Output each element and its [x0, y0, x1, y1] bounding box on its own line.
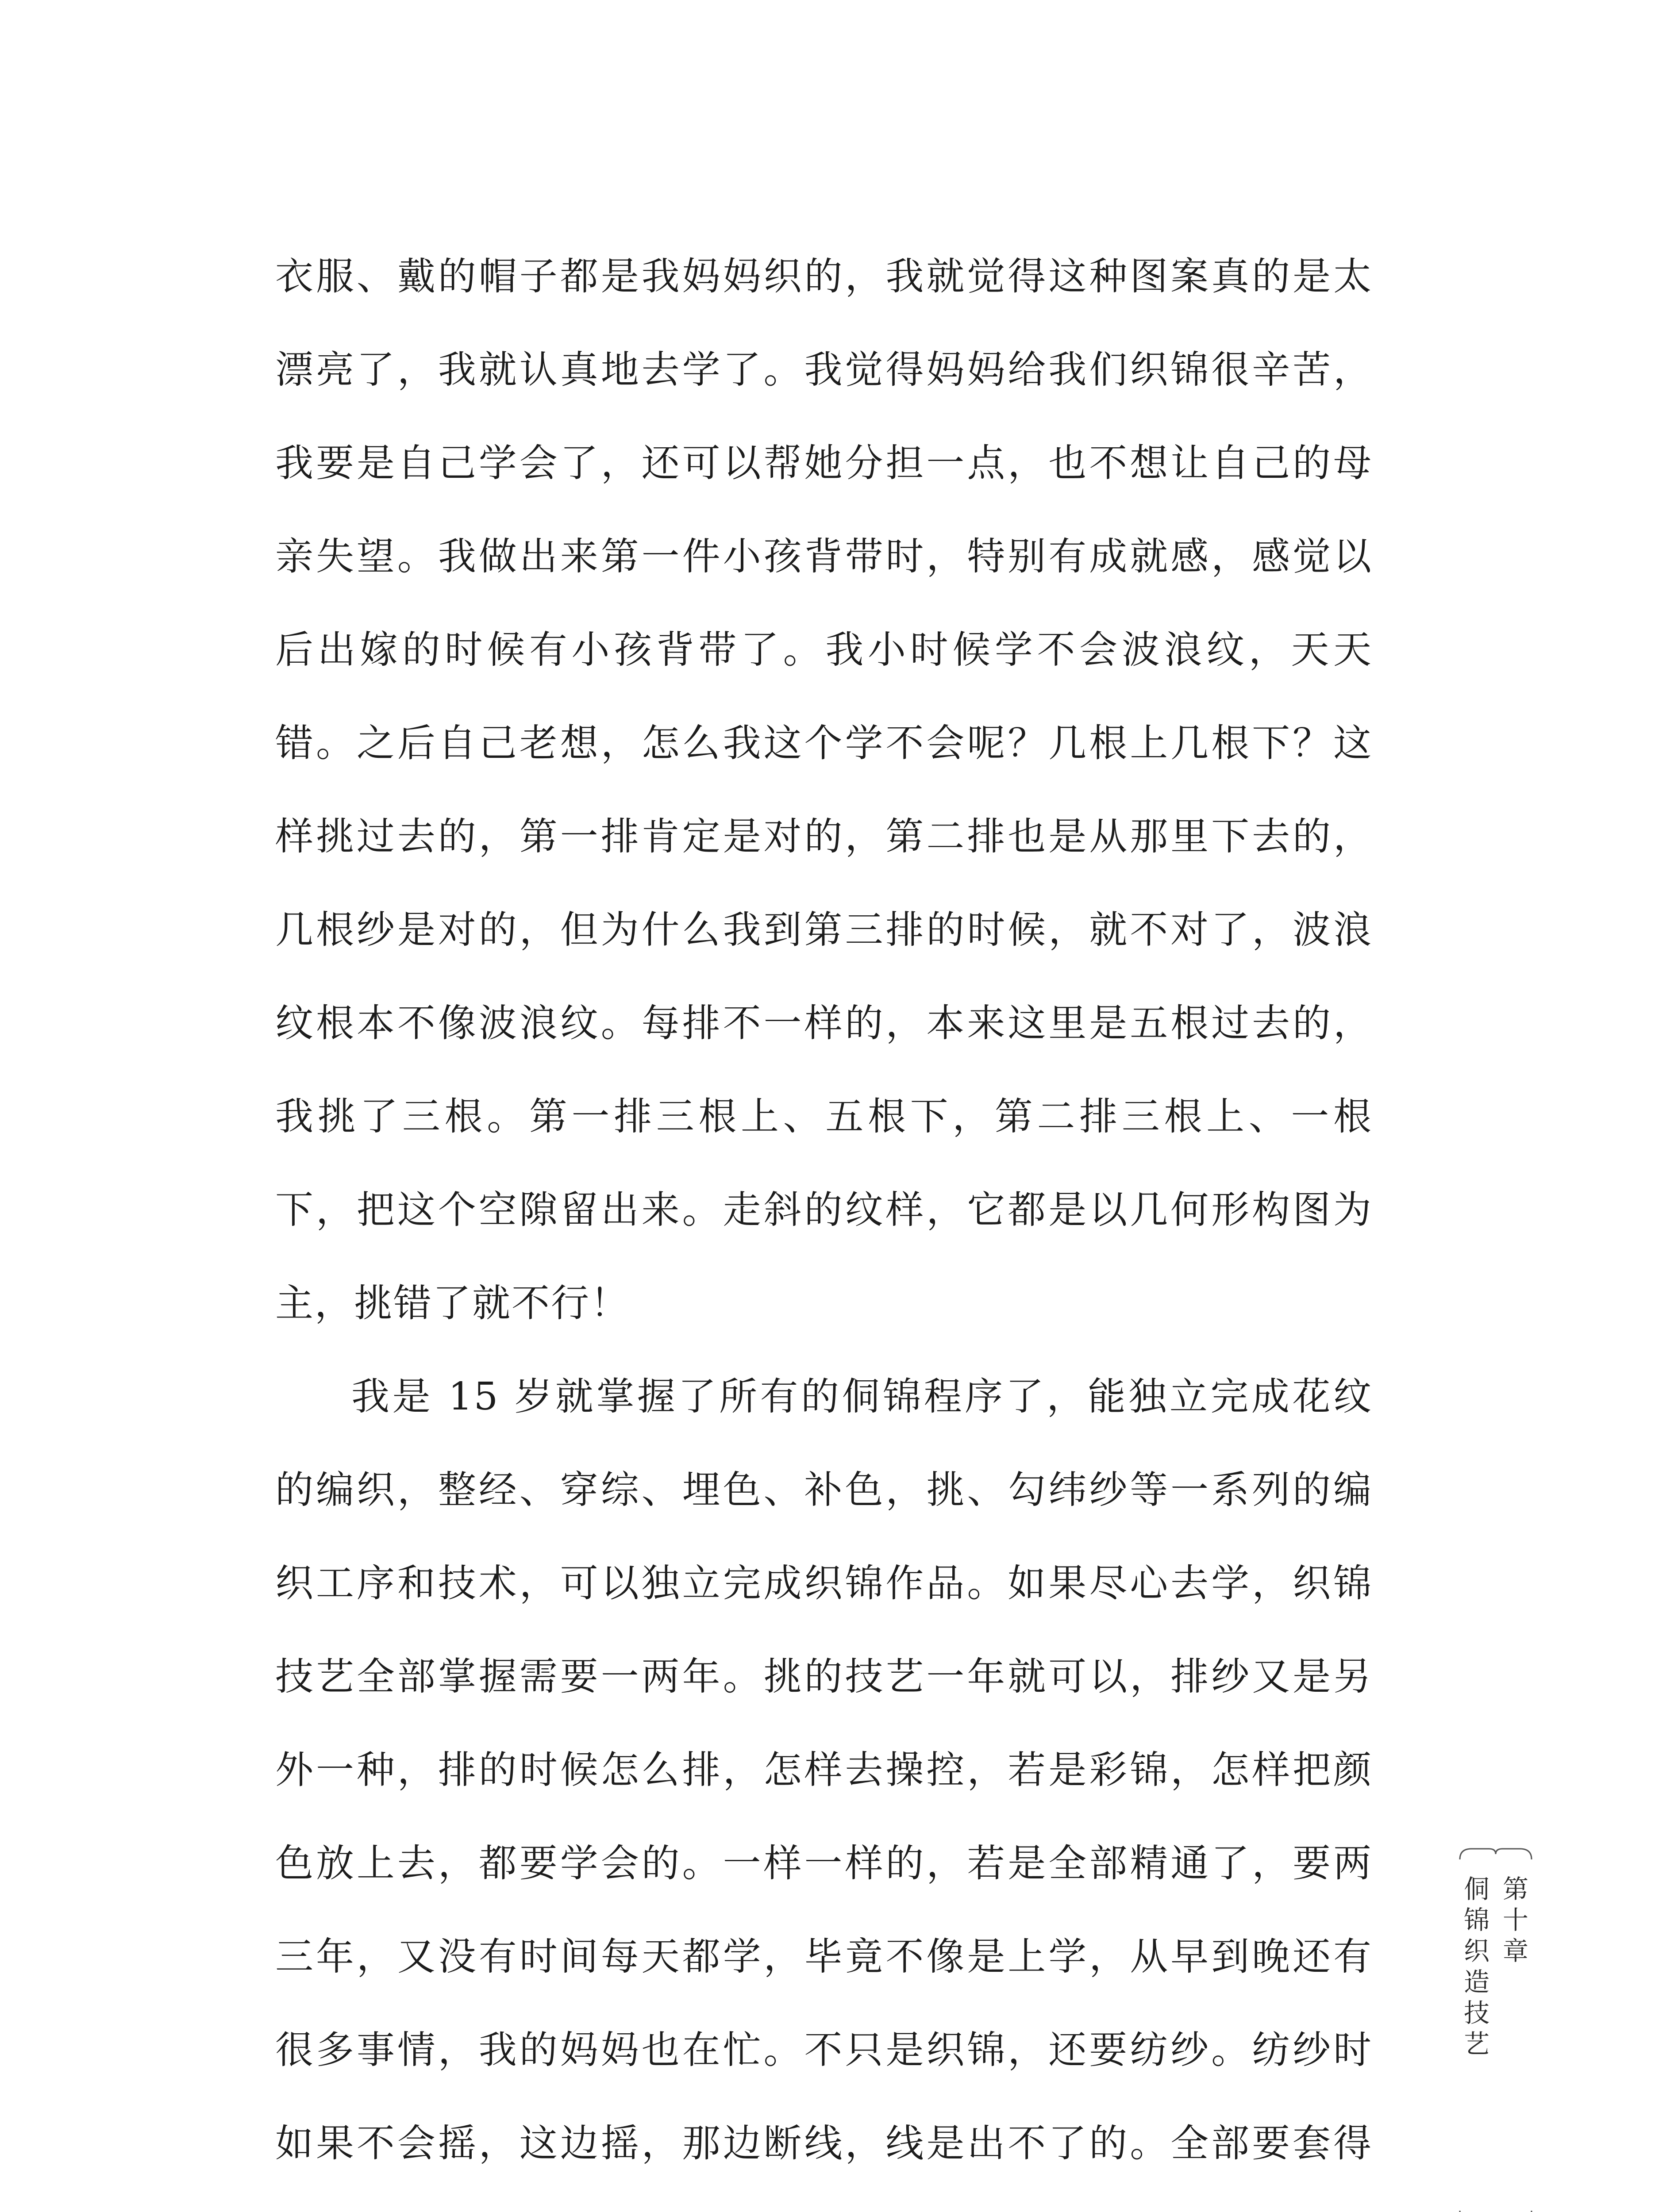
- chapter-title-text: 侗锦织造技艺: [1463, 1874, 1490, 2059]
- chapter-label-text: 第十章: [1502, 1874, 1528, 1966]
- chapter-label: [1498, 1874, 1533, 1966]
- chapter-side-tab: [1458, 1847, 1533, 2212]
- body-text: [275, 230, 1373, 2212]
- brace-bottom-icon: [1458, 2210, 1533, 2212]
- brace-top-icon: [1458, 1847, 1533, 1860]
- paragraph-quote-1: 衣服、戴的帽子都是我妈妈织的，我就觉得这种图案真的是太漂亮了，我就认真地去学了。我觉得妈妈给我们织锦很辛苦，我要是自己学会了，还可以帮她分担一点，也不想让自己的母亲失望。我做出来第一件小孩背带时，特别有成就感，感觉以后出嫁的时候有小孩背带了。我小时候学不会波浪纹，天天错。之后自己老想，怎么我这个学不会呢？几根上几根下？这样挑过去的，第一排肯定是对的，第二排也是从那里下去的，几根纱是对的，但为什么我到第三排的时候，就不对了，波浪纹根本不像波浪纹。每排不一样的，本来这里是五根过去的，我挑了三根。第一排三根上、五根下，第二排三根上、一根下，把这个空隙留出来。走斜的纹样，它都是以几何形构图为主，挑错了就不行！: [275, 254, 1373, 1325]
- paragraph-quote-2: 我是 15 岁就掌握了所有的侗锦程序了，能独立完成花纹的编织，整经、穿综、埋色、补色，挑、勾纬纱等一系列的编织工序和技术，可以独立完成织锦作品。如果尽心去学，织锦技艺全部掌握需要一两年。挑的技艺一年就可以，排纱又是另外一种，排的时候怎么排，怎样去操控，若是彩锦，怎样把颜色放上去，都要学会的。一样一样的，若是全部精通了，要两三年，又没有时间每天都学，毕竟不像是上学，从早到晚还有很多事情，我的妈妈也在忙。不只是织锦，还要纺纱。纺纱时如果不会摇，这边摇，那边断线，线是出不了的。全部要套得: [275, 1375, 1373, 2166]
- chapter-title: [1459, 1874, 1494, 2059]
